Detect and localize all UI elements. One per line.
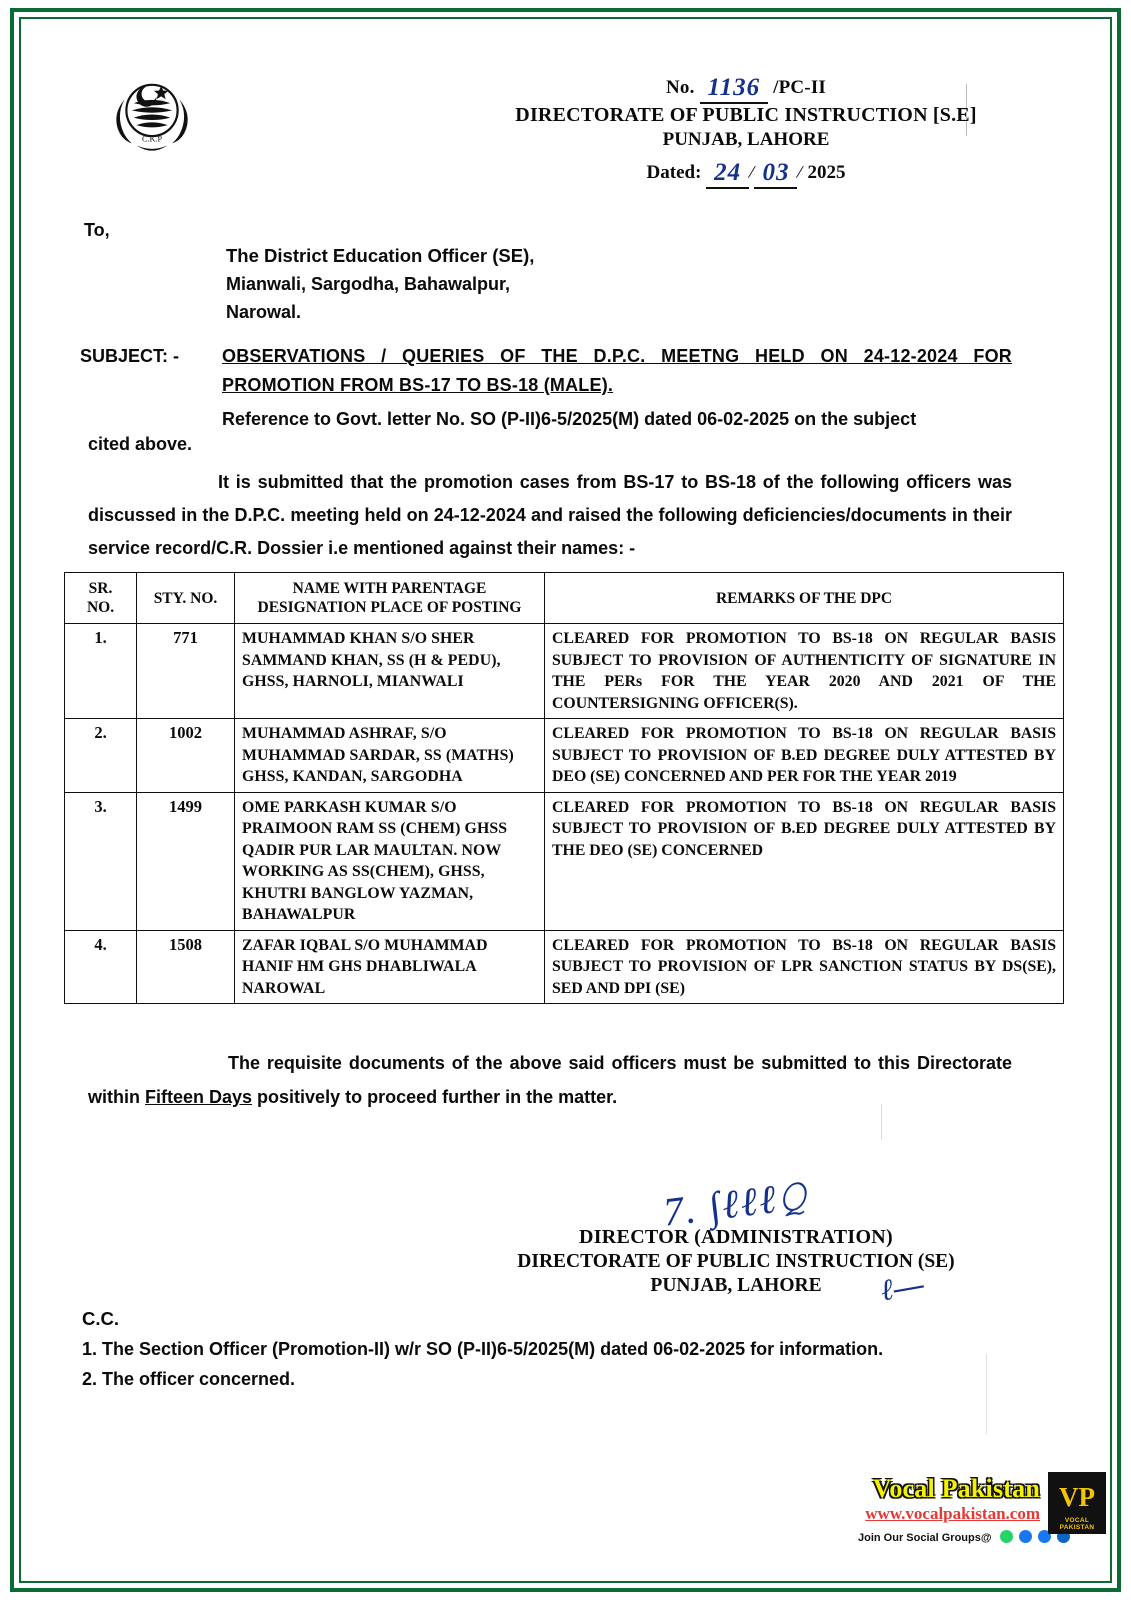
cell-sty-no: 771 [137,624,235,719]
whatsapp-icon[interactable] [1000,1530,1013,1543]
cell-sr-no: 3. [65,792,137,930]
cell-name: MUHAMMAD KHAN S/O SHER SAMMAND KHAN, SS (H & PEDU), GHSS, HARNOLI, MIANWALI [235,624,545,719]
watermark-logo [1048,1472,1106,1534]
cell-name: ZAFAR IQBAL S/O MUHAMMAD HANIF HM GHS DHABLIWALA NAROWAL [235,930,545,1004]
dpc-observations-table [64,572,1064,1004]
cell-sr-no: 1. [65,624,137,719]
cell-remarks: CLEARED FOR PROMOTION TO BS-18 ON REGULAR BASIS SUBJECT TO PROVISION OF B.ED DEGREE DULY ATTESTED BY DEO (SE) CONCERNED AND PER FOR THE YEAR 2019 [545,719,1064,793]
signatory-title: DIRECTOR (ADMINISTRATION) [578,1226,893,1248]
signature-flourish: ℓ— [878,1267,927,1308]
document-number-line [496,72,996,100]
dated-label: Dated: [646,162,702,183]
cell-sr-no: 4. [65,930,137,1004]
facebook-icon[interactable] [1019,1530,1032,1543]
number-label: No. [665,77,695,98]
to-label: To, [84,220,110,240]
table-row [65,719,1064,793]
cc-item-1: 1. The Section Officer (Promotion-II) w/r SO (P-II)6-5/2025(M) dated 06-02-2025 for information. [82,1339,884,1359]
scan-artifact-line-2 [986,1354,987,1434]
addressee-line-1: The District Education Officer (SE), [226,245,535,266]
addressee-line-2: Mianwali, Sargodha, Bahawalpur, [226,274,511,294]
cell-remarks: CLEARED FOR PROMOTION TO BS-18 ON REGULAR BASIS SUBJECT TO PROVISION OF B.ED DEGREE DULY ATTESTED BY THE DEO (SE) CONCERNED [545,792,1064,930]
watermark-logo-text: VP [1059,1482,1095,1512]
number-suffix: /PC-II [773,77,827,98]
table-header-row [65,573,1064,624]
watermark-url[interactable]: www.vocalpakistan.com [865,1504,1040,1523]
dated-month-handwritten: 03 [754,159,797,189]
name-header-line1: NAME WITH PARENTAGE [292,580,487,597]
header-right-block [496,72,996,185]
watermark-social-line [858,1528,1040,1544]
subject-label: SUBJECT: - [80,346,180,366]
closing-pre: The requisite documents of the above said officers must be submitted to this Directorate within [88,1053,1012,1107]
signature-block [456,1172,1016,1308]
dated-day-handwritten: 24 [706,159,749,189]
watermark-logo-caption: VOCAL PAKISTAN [1059,1517,1095,1531]
government-crest-icon [106,72,198,158]
column-header-remarks: REMARKS OF THE DPC [545,573,1064,624]
name-header-line2: DESIGNATION PLACE OF POSTING [257,599,522,616]
watermark-badge [858,1472,1106,1564]
sr-no-line2: NO. [86,599,115,616]
cell-name: MUHAMMAD ASHRAF, S/O MUHAMMAD SARDAR, SS (MATHS) GHSS, KANDAN, SARGODHA [235,719,545,793]
dated-year: 2025 [807,162,846,183]
watermark-social-text: Join Our Social Groups@ [858,1532,992,1544]
directorate-line-2: PUNJAB, LAHORE [662,129,830,150]
closing-paragraph [88,1046,1012,1114]
signatory-location [456,1267,1016,1308]
column-header-name [235,573,545,624]
watermark-brand: Vocal Pakistan [872,1474,1040,1503]
cc-item-2: 2. The officer concerned. [82,1369,296,1389]
cell-remarks: CLEARED FOR PROMOTION TO BS-18 ON REGULAR BASIS SUBJECT TO PROVISION OF LPR SANCTION STATUS BY DS(SE), SED AND DPI (SE) [545,930,1064,1004]
handwritten-signature: 7. ∫ℓℓℓ𝚀 [661,1172,811,1235]
document-sheet [26,24,1105,1576]
svg-text:C.K.P: C.K.P [141,134,163,144]
cell-sty-no: 1002 [137,719,235,793]
addressee-block [226,242,534,326]
cc-title: C.C. [82,1308,119,1329]
scan-artifact-line-1 [881,1104,882,1140]
reference-paragraph: Reference to Govt. letter No. SO (P-II)6-5/2025(M) dated 06-02-2025 on the subject [222,409,917,429]
column-header-sty-no: STY. NO. [137,573,235,624]
reference-continuation: cited above. [88,434,193,454]
sr-no-line1: SR. [88,580,113,597]
table-row [65,792,1064,930]
table-row [65,624,1064,719]
body-paragraph: It is submitted that the promotion cases from BS-17 to BS-18 of the following officers was discussed in the D.P.C. meeting held on 24-12-2024 and raised the following deficiencies/documents in their service record/C.R. Dossier i.e mentioned against their names: - [88,472,1012,558]
document-date-line: Dated: 24 / 03 / 2025 [496,157,996,185]
closing-emphasis: Fifteen Days [145,1087,253,1107]
closing-post: positively to proceed further in the matter. [252,1087,618,1107]
document-header [26,24,1105,186]
carbon-copy-block [82,1304,883,1394]
cell-name: OME PARKASH KUMAR S/O PRAIMOON RAM SS (CHEM) GHSS QADIR PUR LAR MAULTAN. NOW WORKING AS SS(CHEM), GHSS, KHUTRI BANGLOW YAZMAN, BAHAWALPUR [235,792,545,930]
column-header-sr-no [65,573,137,624]
subject-text: OBSERVATIONS / QUERIES OF THE D.P.C. MEETNG HELD ON 24-12-2024 FOR PROMOTION FROM BS-17 TO BS-18 (MALE). [222,346,1012,395]
signatory-office: DIRECTORATE OF PUBLIC INSTRUCTION (SE) [517,1251,955,1272]
number-value-handwritten: 1136 [700,74,769,104]
table-row [65,930,1064,1004]
cell-sty-no: 1499 [137,792,235,930]
cell-sty-no: 1508 [137,930,235,1004]
addressee-line-3: Narowal. [226,302,302,322]
cell-sr-no: 2. [65,719,137,793]
cell-remarks: CLEARED FOR PROMOTION TO BS-18 ON REGULAR BASIS SUBJECT TO PROVISION OF AUTHENTICITY OF SIGNATURE IN THE PERs FOR THE YEAR 2020 AND 2021 OF THE COUNTERSIGNING OFFICER(S). [545,624,1064,719]
directorate-line-1: DIRECTORATE OF PUBLIC INSTRUCTION [S.E] [515,104,977,126]
signatory-location-text: PUNJAB, LAHORE [650,1275,822,1296]
